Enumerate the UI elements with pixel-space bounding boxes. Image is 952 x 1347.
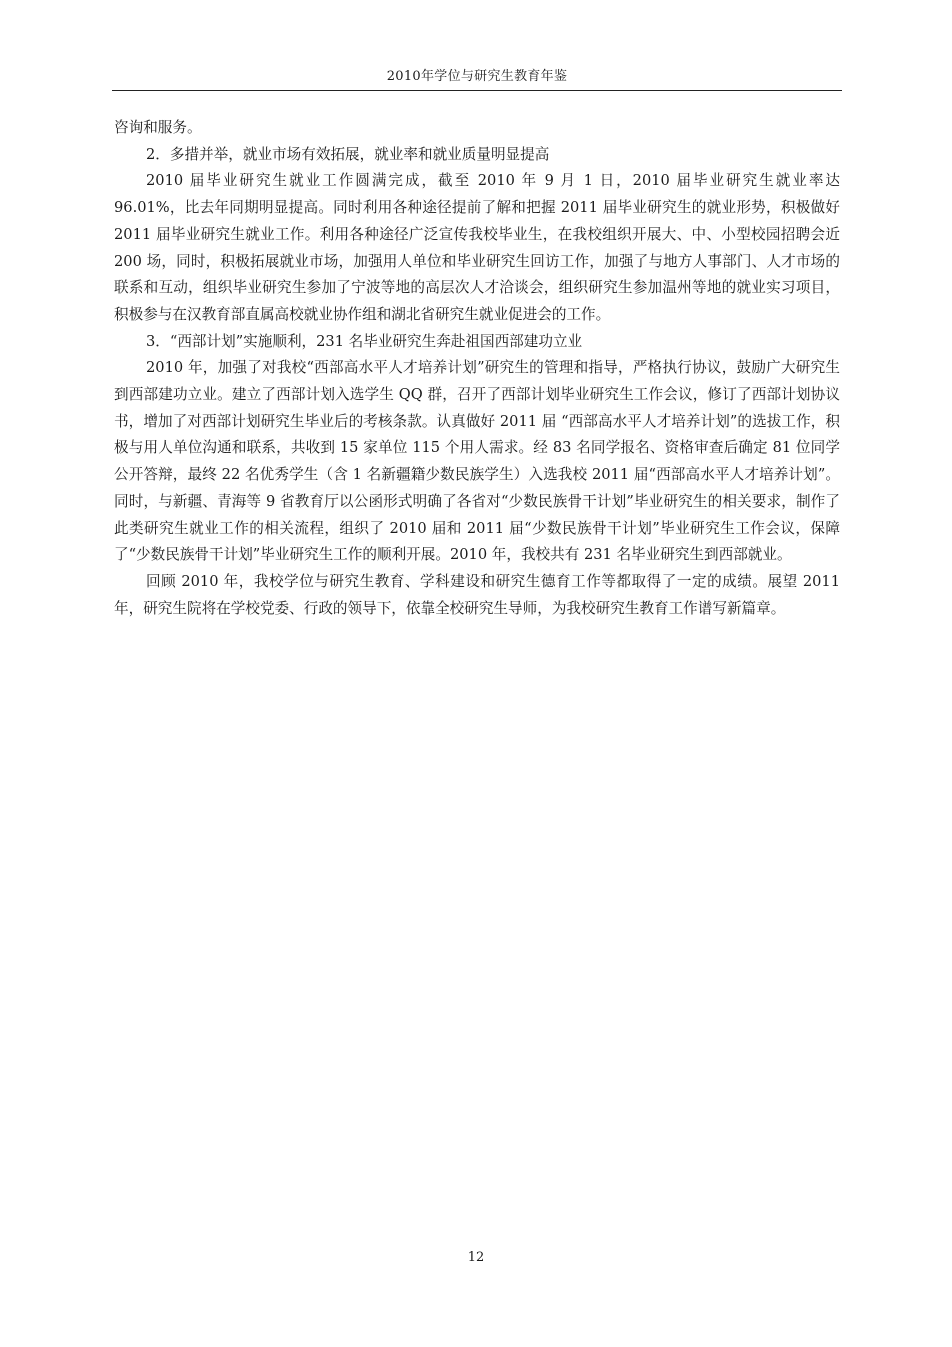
- paragraph-continuation: 咨询和服务。: [114, 119, 202, 136]
- paragraph-summary: 回顾 2010 年，我校学位与研究生教育、学科建设和研究生德育工作等都取得了一定的成绩。展望 2011 年，研究生院将在学校党委、行政的领导下，依靠全校研究生导师，为我校研究生教育工作谱写新篇章。: [114, 572, 840, 617]
- section-heading-employment: 2．多措并举，就业市场有效拓展，就业率和就业质量明显提高: [146, 145, 550, 163]
- section-heading-western-plan: 3．“西部计划”实施顺利，231 名毕业研究生奔赴祖国西部建功立业: [146, 332, 583, 350]
- page-number: 12: [467, 1250, 485, 1265]
- document-body: [114, 115, 840, 622]
- running-header-title: 2010年学位与研究生教育年鉴: [386, 69, 568, 84]
- paragraph-western-plan: 2010 年，加强了对我校“西部高水平人才培养计划”研究生的管理和指导，严格执行协议，鼓励广大研究生到西部建功立业。建立了西部计划入选学生 QQ 群，召开了西部计划毕业研究生工作会议，修订了西部计划协议书，增加了对西部计划研究生毕业后的考核条款。认真做好 2011 届 “西部高水平人才培养计划”的选拔工作，积极与用人单位沟通和联系，共收到 15 家单位 115 个用人需求。经 83 名同学报名、资格审查后确定 81 位同学公开答辩，最终 22 名优秀学生（含 1 名新疆籍少数民族学生）入选我校 2011 届“西部高水平人才培养计划”。同时，与新疆、青海等 9 省教育厅以公函形式明确了各省对“少数民族骨干计划”毕业研究生的相关要求，制作了此类研究生就业工作的相关流程，组织了 2010 届和 2011 届“少数民族骨干计划”毕业研究生工作会议，保障了“少数民族骨干计划”毕业研究生工作的顺利开展。2010 年，我校共有 231 名毕业研究生到西部就业。: [114, 359, 840, 564]
- header-divider: [112, 90, 842, 91]
- paragraph-employment: 2010 届毕业研究生就业工作圆满完成，截至 2010 年 9 月 1 日，2010 届毕业研究生就业率达 96.01%，比去年同期明显提高。同时利用各种途径提前了解和把握 2011 届毕业研究生的就业形势，积极做好 2011 届毕业研究生就业工作。利用各种途径广泛宣传我校毕业生，在我校组织开展大、中、小型校园招聘会近 200 场，同时，积极拓展就业市场，加强用人单位和毕业研究生回访工作，加强了与地方人事部门、人才市场的联系和互动，组织毕业研究生参加了宁波等地的高层次人才洽谈会，组织研究生参加温州等地的就业实习项目，积极参与在汉教育部直属高校就业协作组和湖北省研究生就业促进会的工作。: [114, 172, 840, 323]
